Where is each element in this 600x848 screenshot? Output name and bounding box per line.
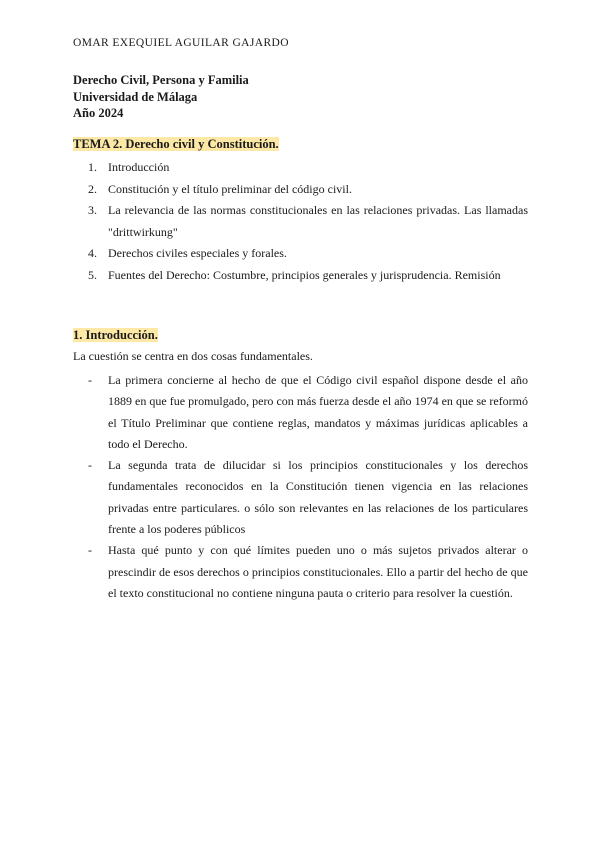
- topic-title: TEMA 2. Derecho civil y Constitución.: [73, 137, 279, 151]
- outline-item: [88, 200, 528, 243]
- university-name: Universidad de Málaga: [73, 89, 198, 104]
- outline-item: [88, 179, 528, 201]
- outline-item: [88, 265, 528, 287]
- outline-text: Introducción: [108, 160, 170, 174]
- bullet-dash: -: [88, 373, 92, 387]
- outline-text: La relevancia de las normas constitucionales en las relaciones privadas. Las llamadas "drittwirkung": [108, 203, 528, 239]
- bullet-text: Hasta qué punto y con qué límites pueden uno o más sujetos privados alterar o prescindir de esos derechos o principios constitucionales. Ello a partir del hecho de que el texto constitucional no contiene ninguna pauta o criterio para resolver la cuestión.: [108, 543, 528, 600]
- year-label: Año 2024: [73, 106, 124, 120]
- topic-heading: [73, 137, 279, 152]
- outline-number: 4.: [88, 246, 97, 260]
- bullet-item: [88, 455, 528, 540]
- outline-number: 1.: [88, 160, 97, 174]
- bullet-dash: -: [88, 543, 92, 558]
- outline-text: Derechos civiles especiales y forales.: [108, 246, 287, 260]
- outline-text: Fuentes del Derecho: Costumbre, principios generales y jurisprudencia. Remisión: [108, 267, 501, 282]
- author-name: OMAR EXEQUIEL AGUILAR GAJARDO: [73, 37, 289, 49]
- course-title: Derecho Civil, Persona y Familia: [73, 73, 249, 87]
- outline-number: 2.: [88, 181, 97, 196]
- bullet-item: [88, 370, 528, 455]
- bullet-list: [88, 370, 528, 604]
- outline-item: [88, 243, 528, 265]
- bullet-item: [88, 540, 528, 604]
- outline-number: 3.: [88, 203, 97, 217]
- bullet-text: La segunda trata de dilucidar si los principios constitucionales y los derechos fundamentales reconocidos en la Constitución tienen vigencia en las relaciones privadas entre particulares. o sólo son relevantes en las relaciones de los particulares frente a los poderes públicos: [108, 458, 528, 537]
- bullet-dash: -: [88, 458, 92, 473]
- outline-item: [88, 157, 528, 179]
- section-heading: [73, 328, 158, 343]
- outline-text: Constitución y el título preliminar del código civil.: [108, 181, 352, 196]
- bullet-text: La primera concierne al hecho de que el Código civil español dispone desde el año 1889 en que fue promulgado, pero con más fuerza desde el año 1974 en que se reformó el Título Preliminar que contiene reglas, mandatos y máximas jurídicas aplicables a todo el Derecho.: [108, 373, 528, 451]
- section-intro: La cuestión se centra en dos cosas fundamentales.: [73, 349, 313, 363]
- outline-number: 5.: [88, 267, 97, 282]
- topic-outline: [88, 157, 528, 286]
- section-title: 1. Introducción.: [73, 328, 158, 342]
- document-meta: [73, 72, 249, 122]
